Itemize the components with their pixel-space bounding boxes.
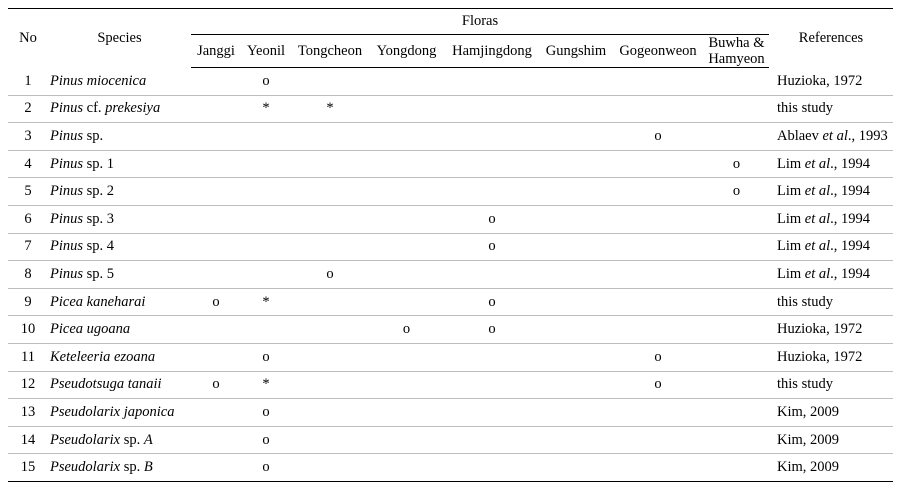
species-genus: Pinus [50, 210, 84, 227]
occurrence-mark [369, 123, 444, 151]
table-body [8, 68, 893, 482]
header-flora-hamjingdong: Hamjingdong [444, 35, 540, 68]
occurrence-mark [369, 68, 444, 96]
occurrence-mark [291, 288, 369, 316]
table-row [8, 95, 893, 123]
occurrence-mark [540, 68, 612, 96]
reference-author: this study [777, 100, 833, 117]
row-number: 7 [8, 233, 48, 261]
reference [769, 95, 893, 123]
reference-etal: et al [822, 127, 848, 144]
table-row [8, 371, 893, 399]
reference-etal: et al [804, 155, 831, 172]
occurrence-mark [241, 233, 291, 261]
table-row [8, 399, 893, 427]
species-name [48, 123, 191, 151]
occurrence-mark [540, 316, 612, 344]
occurrence-mark [612, 233, 704, 261]
occurrence-mark: o [191, 371, 241, 399]
reference-author: this study [777, 376, 833, 393]
occurrence-mark [291, 316, 369, 344]
occurrence-mark: o [704, 150, 769, 178]
reference [769, 454, 893, 482]
row-number: 15 [8, 454, 48, 482]
species-epithet: B [143, 459, 153, 476]
reference-etal: et al [804, 210, 831, 227]
occurrence-mark [612, 68, 704, 96]
occurrence-mark [704, 371, 769, 399]
species-qualifier: sp. 5 [83, 265, 115, 282]
occurrence-mark [369, 399, 444, 427]
occurrence-mark: o [241, 68, 291, 96]
occurrence-mark: * [241, 371, 291, 399]
occurrence-mark [704, 95, 769, 123]
occurrence-mark [191, 426, 241, 454]
reference [769, 178, 893, 206]
occurrence-mark [612, 150, 704, 178]
occurrence-mark [612, 261, 704, 289]
reference [769, 316, 893, 344]
table-row [8, 261, 893, 289]
species-genus: Pinus [50, 238, 84, 255]
occurrence-mark [191, 150, 241, 178]
occurrence-mark [191, 343, 241, 371]
occurrence-mark [540, 178, 612, 206]
reference-author: Kim, 2009 [777, 403, 840, 420]
row-number: 8 [8, 261, 48, 289]
species-genus: Pseudotsuga [50, 376, 125, 393]
table-row [8, 178, 893, 206]
occurrence-mark [612, 316, 704, 344]
reference-year: ., 1994 [830, 155, 871, 172]
occurrence-mark [540, 150, 612, 178]
reference [769, 150, 893, 178]
occurrence-mark [444, 123, 540, 151]
reference [769, 123, 893, 151]
reference-author: Huzioka, 1972 [777, 348, 863, 365]
reference [769, 426, 893, 454]
species-qualifier: sp. [120, 459, 144, 476]
row-number: 14 [8, 426, 48, 454]
occurrence-mark [540, 233, 612, 261]
occurrence-mark: o [191, 288, 241, 316]
occurrence-mark [444, 426, 540, 454]
reference-author: Ablaev [777, 127, 823, 144]
occurrence-mark [291, 123, 369, 151]
occurrence-mark [540, 261, 612, 289]
reference [769, 399, 893, 427]
table-row [8, 316, 893, 344]
occurrence-mark [241, 261, 291, 289]
occurrence-mark: o [291, 261, 369, 289]
occurrence-mark [612, 95, 704, 123]
header-flora-gogeonweon: Gogeonweon [612, 35, 704, 68]
occurrence-mark [444, 343, 540, 371]
species-name [48, 178, 191, 206]
occurrence-mark [191, 399, 241, 427]
reference-year: ., 1994 [830, 238, 871, 255]
occurrence-mark [291, 178, 369, 206]
occurrence-mark [444, 399, 540, 427]
occurrence-mark [191, 123, 241, 151]
row-number: 5 [8, 178, 48, 206]
floras-table [8, 8, 893, 482]
reference-year: ., 1993 [847, 127, 888, 144]
occurrence-mark [612, 205, 704, 233]
reference-year: ., 1994 [830, 265, 871, 282]
occurrence-mark: o [241, 454, 291, 482]
reference-etal: et al [804, 265, 831, 282]
table-row [8, 233, 893, 261]
row-number: 10 [8, 316, 48, 344]
occurrence-mark [704, 343, 769, 371]
species-name [48, 68, 191, 96]
occurrence-mark [191, 178, 241, 206]
occurrence-mark [540, 123, 612, 151]
occurrence-mark [369, 233, 444, 261]
occurrence-mark [241, 205, 291, 233]
occurrence-mark [369, 288, 444, 316]
species-name [48, 150, 191, 178]
species-name [48, 454, 191, 482]
occurrence-mark [444, 178, 540, 206]
reference-year: ., 1994 [830, 210, 871, 227]
species-epithet: miocenica [86, 72, 147, 89]
occurrence-mark: o [369, 316, 444, 344]
species-name [48, 261, 191, 289]
species-genus: Pinus [50, 183, 84, 200]
occurrence-mark [444, 150, 540, 178]
species-qualifier: sp. [83, 127, 104, 144]
occurrence-mark [291, 343, 369, 371]
species-epithet: ezoana [114, 348, 156, 365]
species-qualifier: sp. [120, 431, 144, 448]
reference-etal: et al [804, 238, 831, 255]
occurrence-mark: o [444, 233, 540, 261]
row-number: 11 [8, 343, 48, 371]
header-species: Species [48, 9, 191, 68]
species-name [48, 343, 191, 371]
species-qualifier: sp. 2 [83, 183, 115, 200]
occurrence-mark [291, 68, 369, 96]
occurrence-mark [540, 343, 612, 371]
header-flora-buwha-hamyeon [704, 35, 769, 68]
occurrence-mark [191, 95, 241, 123]
occurrence-mark [704, 399, 769, 427]
row-number: 1 [8, 68, 48, 96]
occurrence-mark [291, 371, 369, 399]
occurrence-mark [291, 454, 369, 482]
species-name [48, 205, 191, 233]
header-flora-hamyeon: Hamyeon [708, 51, 765, 67]
header-flora-yeonil: Yeonil [241, 35, 291, 68]
row-number: 6 [8, 205, 48, 233]
species-epithet: A [143, 431, 153, 448]
occurrence-mark [369, 343, 444, 371]
reference [769, 343, 893, 371]
reference-year: ., 1994 [830, 183, 871, 200]
species-name [48, 371, 191, 399]
occurrence-mark [612, 178, 704, 206]
occurrence-mark [704, 68, 769, 96]
occurrence-mark [369, 178, 444, 206]
reference-etal: et al [804, 183, 831, 200]
occurrence-mark [444, 68, 540, 96]
reference-author: Lim [777, 155, 805, 172]
table-row [8, 205, 893, 233]
occurrence-mark [540, 399, 612, 427]
species-genus: Pinus [50, 100, 84, 117]
table-row [8, 123, 893, 151]
occurrence-mark [704, 205, 769, 233]
reference-author: Lim [777, 183, 805, 200]
species-genus: Pinus [50, 265, 84, 282]
species-genus: Keteleeria [50, 348, 111, 365]
species-qualifier: sp. 1 [83, 155, 115, 172]
occurrence-mark: o [612, 371, 704, 399]
table-row [8, 426, 893, 454]
occurrence-mark [369, 150, 444, 178]
occurrence-mark [291, 426, 369, 454]
occurrence-mark [704, 123, 769, 151]
table-row [8, 454, 893, 482]
occurrence-mark [369, 95, 444, 123]
occurrence-mark [612, 454, 704, 482]
occurrence-mark [540, 454, 612, 482]
occurrence-mark [444, 454, 540, 482]
occurrence-mark: o [444, 316, 540, 344]
table-row [8, 343, 893, 371]
occurrence-mark [444, 95, 540, 123]
header-flora-gungshim: Gungshim [540, 35, 612, 68]
occurrence-mark [291, 399, 369, 427]
reference [769, 205, 893, 233]
row-number: 13 [8, 399, 48, 427]
species-genus: Pinus [50, 72, 84, 89]
occurrence-mark: o [444, 205, 540, 233]
table-row [8, 150, 893, 178]
reference-author: Kim, 2009 [777, 459, 840, 476]
species-genus: Pinus [50, 127, 84, 144]
occurrence-mark [704, 261, 769, 289]
occurrence-mark [540, 95, 612, 123]
reference [769, 371, 893, 399]
occurrence-mark: o [704, 178, 769, 206]
occurrence-mark [241, 316, 291, 344]
occurrence-mark [191, 261, 241, 289]
header-flora-buwha: Buwha & [708, 35, 765, 51]
reference [769, 288, 893, 316]
occurrence-mark [540, 426, 612, 454]
occurrence-mark: o [612, 123, 704, 151]
occurrence-mark [612, 426, 704, 454]
occurrence-mark [444, 371, 540, 399]
occurrence-mark: o [444, 288, 540, 316]
occurrence-mark [540, 371, 612, 399]
occurrence-mark [369, 454, 444, 482]
occurrence-mark: * [241, 288, 291, 316]
species-epithet: japonica [123, 403, 175, 420]
row-number: 3 [8, 123, 48, 151]
occurrence-mark [704, 426, 769, 454]
header-no: No [8, 9, 48, 68]
occurrence-mark [369, 426, 444, 454]
occurrence-mark: o [241, 399, 291, 427]
species-qualifier: sp. 3 [83, 210, 115, 227]
occurrence-mark [369, 261, 444, 289]
occurrence-mark [291, 150, 369, 178]
occurrence-mark [191, 316, 241, 344]
row-number: 4 [8, 150, 48, 178]
reference-author: Kim, 2009 [777, 431, 840, 448]
reference-author: Lim [777, 210, 805, 227]
header-floras: Floras [191, 9, 769, 35]
species-name [48, 426, 191, 454]
occurrence-mark [704, 288, 769, 316]
occurrence-mark [191, 205, 241, 233]
species-name [48, 233, 191, 261]
occurrence-mark: * [241, 95, 291, 123]
reference-author: Huzioka, 1972 [777, 321, 863, 338]
reference-author: Lim [777, 238, 805, 255]
occurrence-mark [444, 261, 540, 289]
reference-author: this study [777, 293, 833, 310]
occurrence-mark [612, 399, 704, 427]
species-epithet: tanaii [127, 376, 162, 393]
species-epithet: prekesiya [105, 100, 161, 117]
row-number: 2 [8, 95, 48, 123]
occurrence-mark [191, 68, 241, 96]
occurrence-mark [369, 371, 444, 399]
occurrence-mark [291, 205, 369, 233]
occurrence-mark [612, 288, 704, 316]
occurrence-mark: * [291, 95, 369, 123]
occurrence-mark: o [241, 426, 291, 454]
header-flora-janggi: Janggi [191, 35, 241, 68]
reference [769, 68, 893, 96]
occurrence-mark [540, 205, 612, 233]
species-genus: Picea [50, 321, 84, 338]
table-row [8, 288, 893, 316]
occurrence-mark [704, 233, 769, 261]
occurrence-mark [291, 233, 369, 261]
species-qualifier: cf. [83, 100, 106, 117]
header-references: References [769, 9, 893, 68]
species-genus: Picea [50, 293, 84, 310]
occurrence-mark [241, 178, 291, 206]
row-number: 9 [8, 288, 48, 316]
species-qualifier: sp. 4 [83, 238, 115, 255]
row-number: 12 [8, 371, 48, 399]
occurrence-mark: o [241, 343, 291, 371]
species-epithet: kaneharai [86, 293, 146, 310]
species-epithet: ugoana [86, 321, 131, 338]
occurrence-mark [369, 205, 444, 233]
species-genus: Pseudolarix [50, 431, 121, 448]
occurrence-mark [241, 150, 291, 178]
occurrence-mark: o [612, 343, 704, 371]
occurrence-mark [241, 123, 291, 151]
occurrence-mark [704, 316, 769, 344]
species-genus: Pseudolarix [50, 403, 121, 420]
reference [769, 233, 893, 261]
occurrence-mark [191, 233, 241, 261]
table-row [8, 68, 893, 96]
species-name [48, 399, 191, 427]
header-flora-yongdong: Yongdong [369, 35, 444, 68]
species-name [48, 316, 191, 344]
species-name [48, 288, 191, 316]
reference [769, 261, 893, 289]
reference-author: Lim [777, 265, 805, 282]
species-name [48, 95, 191, 123]
species-genus: Pinus [50, 155, 84, 172]
occurrence-mark [540, 288, 612, 316]
species-genus: Pseudolarix [50, 459, 121, 476]
header-flora-tongcheon: Tongcheon [291, 35, 369, 68]
occurrence-mark [704, 454, 769, 482]
occurrence-mark [191, 454, 241, 482]
reference-author: Huzioka, 1972 [777, 72, 863, 89]
